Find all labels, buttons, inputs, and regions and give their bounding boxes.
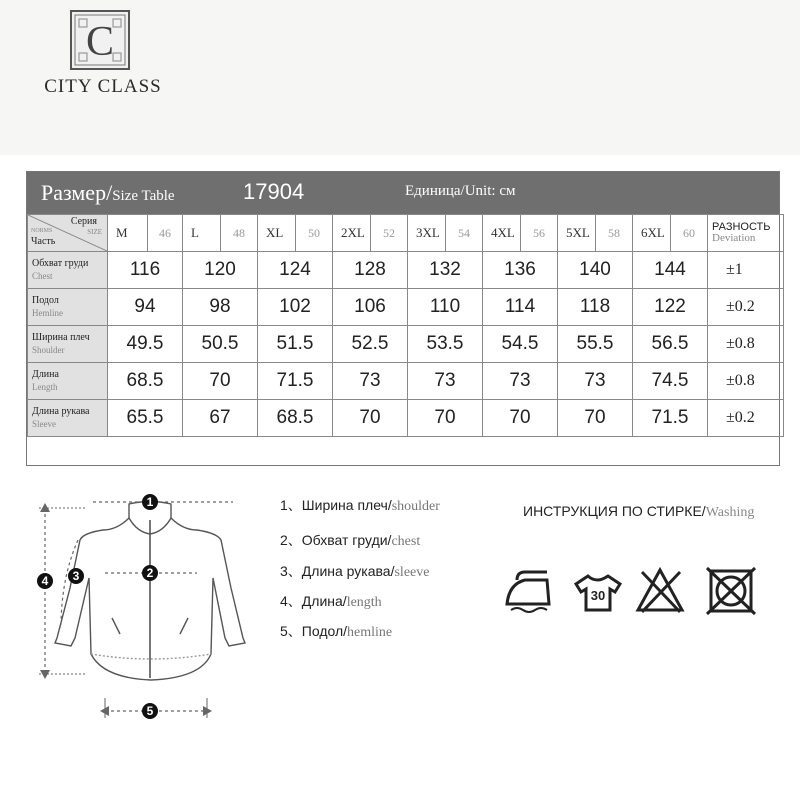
deviation-cell: ±0.8 xyxy=(708,363,784,400)
measurement-value-cell: 67 xyxy=(183,400,258,437)
size-number-cell: 58 xyxy=(596,215,633,252)
deviation-cell: ±0.2 xyxy=(708,400,784,437)
measurement-row xyxy=(28,326,784,363)
diagram-marker-5: 5 xyxy=(146,704,154,718)
measurement-value-cell: 68.5 xyxy=(108,363,183,400)
row-label-cell: Длина Length xyxy=(28,363,108,400)
deviation-cell: ±1 xyxy=(708,252,784,289)
do-not-bleach-icon xyxy=(634,566,686,616)
measurement-value-cell: 51.5 xyxy=(258,326,333,363)
svg-text:C: C xyxy=(85,19,115,65)
measurement-value-cell: 56.5 xyxy=(633,326,708,363)
measurement-value-cell: 53.5 xyxy=(408,326,483,363)
diagram-marker-2: 2 xyxy=(146,566,154,580)
legend-item-length: 4、Длина/length xyxy=(280,593,382,610)
measurement-value-cell: 136 xyxy=(483,252,558,289)
measurement-value-cell: 49.5 xyxy=(108,326,183,363)
iron-low-icon xyxy=(503,566,555,616)
row-label-cell: Обхват груди Chest xyxy=(28,252,108,289)
legend-item-sleeve: 3、Длина рукава/sleeve xyxy=(280,563,430,580)
size-grid xyxy=(27,214,784,437)
measurement-value-cell: 144 xyxy=(633,252,708,289)
size-number-cell: 54 xyxy=(446,215,483,252)
size-number-cell: 48 xyxy=(221,215,258,252)
size-label-cell: 6XL xyxy=(633,215,671,252)
article-code: 17904 xyxy=(243,179,305,204)
brand-name: CITY CLASS xyxy=(44,76,162,97)
diagram-marker-1: 1 xyxy=(146,495,154,509)
diagram-marker-3: 3 xyxy=(72,569,80,583)
size-label-cell: 5XL xyxy=(558,215,596,252)
measurement-value-cell: 118 xyxy=(558,289,633,326)
unit-label: Единица/Unit: см xyxy=(405,183,516,199)
do-not-tumble-dry-icon xyxy=(705,566,757,616)
size-label-cell: L xyxy=(183,215,221,252)
table-corner-cell: Серия SIZE NORMS Часть xyxy=(28,215,108,252)
measurement-value-cell: 52.5 xyxy=(333,326,408,363)
measurement-value-cell: 120 xyxy=(183,252,258,289)
row-label-cell: Подол Hemline xyxy=(28,289,108,326)
size-table-title: Размер/Size Table xyxy=(41,180,175,205)
measurement-value-cell: 70 xyxy=(483,400,558,437)
legend-item-chest: 2、Обхват груди/chest xyxy=(280,532,421,549)
measurement-value-cell: 73 xyxy=(333,363,408,400)
measurement-value-cell: 70 xyxy=(558,400,633,437)
size-number-cell: 50 xyxy=(296,215,333,252)
measurement-value-cell: 140 xyxy=(558,252,633,289)
legend-item-shoulder: 1、Ширина плеч/shoulder xyxy=(280,497,440,514)
size-number-cell: 56 xyxy=(521,215,558,252)
deviation-cell: ±0.2 xyxy=(708,289,784,326)
size-label-cell: XL xyxy=(258,215,296,252)
measurement-value-cell: 65.5 xyxy=(108,400,183,437)
measurement-value-cell: 68.5 xyxy=(258,400,333,437)
measurement-value-cell: 50.5 xyxy=(183,326,258,363)
measurement-value-cell: 114 xyxy=(483,289,558,326)
measurement-row xyxy=(28,252,784,289)
measurement-row xyxy=(28,289,784,326)
washing-instructions-title: ИНСТРУКЦИЯ ПО СТИРКЕ/Washing xyxy=(523,503,755,520)
measurement-row xyxy=(28,363,784,400)
jacket-diagram xyxy=(25,478,260,728)
measurement-value-cell: 94 xyxy=(108,289,183,326)
measurement-value-cell: 70 xyxy=(333,400,408,437)
size-label-cell: M xyxy=(108,215,148,252)
diagram-marker-4: 4 xyxy=(41,574,49,588)
measurement-value-cell: 128 xyxy=(333,252,408,289)
size-table-title-bar xyxy=(27,172,779,214)
size-number-cell: 52 xyxy=(371,215,408,252)
size-number-cell: 46 xyxy=(148,215,183,252)
measurement-value-cell: 70 xyxy=(183,363,258,400)
measurement-value-cell: 74.5 xyxy=(633,363,708,400)
measurement-row xyxy=(28,400,784,437)
size-label-cell: 3XL xyxy=(408,215,446,252)
deviation-cell: ±0.8 xyxy=(708,326,784,363)
measurement-value-cell: 73 xyxy=(408,363,483,400)
measurement-value-cell: 71.5 xyxy=(633,400,708,437)
size-number-cell: 60 xyxy=(671,215,708,252)
measurement-value-cell: 122 xyxy=(633,289,708,326)
measurement-value-cell: 70 xyxy=(408,400,483,437)
size-label-cell: 2XL xyxy=(333,215,371,252)
city-class-logo xyxy=(70,10,130,70)
measurement-value-cell: 98 xyxy=(183,289,258,326)
size-header-row xyxy=(28,215,784,252)
legend-item-hemline: 5、Подол/hemline xyxy=(280,623,393,640)
deviation-header-cell: РАЗНОСТЬ Deviation xyxy=(708,215,784,252)
row-label-cell: Длина рукава Sleeve xyxy=(28,400,108,437)
svg-text:30: 30 xyxy=(590,588,606,603)
measurement-value-cell: 132 xyxy=(408,252,483,289)
measurement-value-cell: 73 xyxy=(483,363,558,400)
measurement-value-cell: 54.5 xyxy=(483,326,558,363)
row-label-cell: Ширина плеч Shoulder xyxy=(28,326,108,363)
measurement-value-cell: 73 xyxy=(558,363,633,400)
size-table xyxy=(26,171,780,466)
hand-wash-30-icon xyxy=(572,566,624,616)
measurement-value-cell: 102 xyxy=(258,289,333,326)
measurement-value-cell: 55.5 xyxy=(558,326,633,363)
measurement-value-cell: 124 xyxy=(258,252,333,289)
size-label-cell: 4XL xyxy=(483,215,521,252)
measurement-value-cell: 116 xyxy=(108,252,183,289)
measurement-value-cell: 110 xyxy=(408,289,483,326)
measurement-value-cell: 106 xyxy=(333,289,408,326)
measurement-value-cell: 71.5 xyxy=(258,363,333,400)
